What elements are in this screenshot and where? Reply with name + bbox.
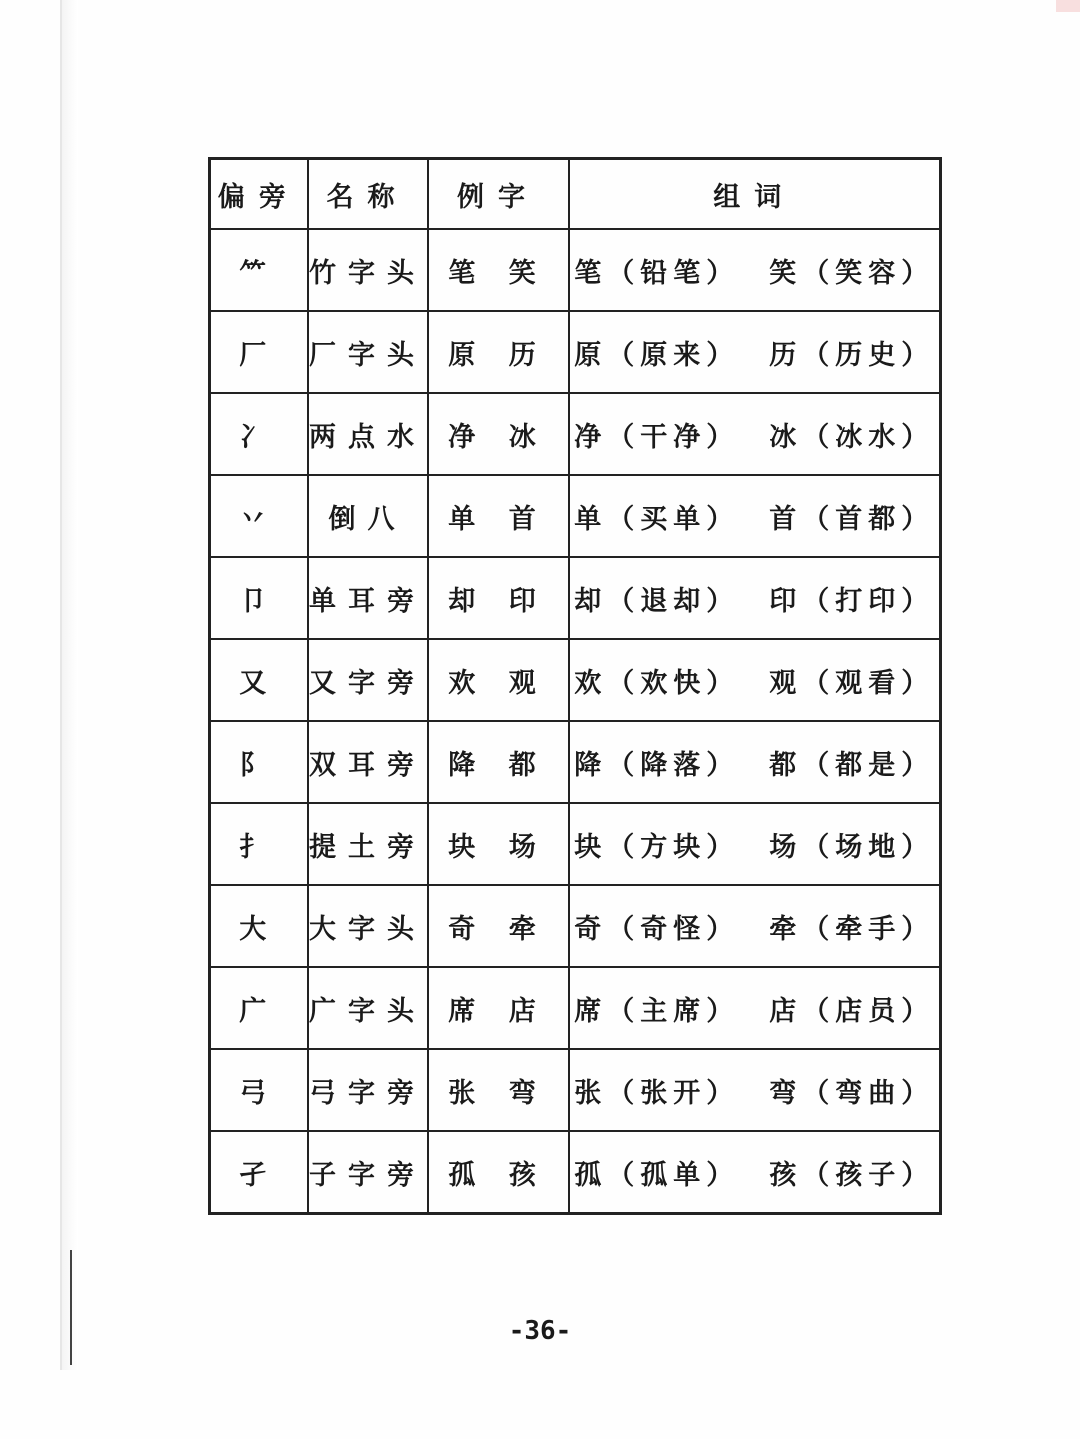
radicals-table <box>208 157 942 1215</box>
cell-name: 竹字头 <box>308 229 428 311</box>
word-example: 孩（孩子） <box>769 1159 935 1191</box>
cell-words <box>569 885 941 967</box>
header-words: 组词 <box>569 159 941 230</box>
word-example: 印（打印） <box>769 585 935 617</box>
word-example: 降（降落） <box>574 749 740 781</box>
cell-words <box>569 721 941 803</box>
word-example: 欢（欢快） <box>574 667 740 699</box>
word-example: 店（店员） <box>769 995 935 1027</box>
word-example: 张（张开） <box>574 1077 740 1109</box>
cell-example-chars: 却 印 <box>428 557 569 639</box>
cell-words <box>569 1131 941 1214</box>
cell-words <box>569 311 941 393</box>
word-example: 原（原来） <box>574 339 740 371</box>
cell-name: 两点水 <box>308 393 428 475</box>
word-example: 场（场地） <box>769 831 935 863</box>
cell-words <box>569 229 941 311</box>
cell-example-chars: 降 都 <box>428 721 569 803</box>
table-row <box>210 967 941 1049</box>
table-row <box>210 229 941 311</box>
cell-example-chars: 净 冰 <box>428 393 569 475</box>
page-number: -36- <box>508 1316 572 1346</box>
cell-radical: 大 <box>210 885 308 967</box>
cell-words <box>569 1049 941 1131</box>
cell-name: 又字旁 <box>308 639 428 721</box>
word-example: 历（历史） <box>769 339 935 371</box>
cell-name: 子字旁 <box>308 1131 428 1214</box>
table-row <box>210 475 941 557</box>
cell-words <box>569 475 941 557</box>
table-row <box>210 639 941 721</box>
cell-name: 大字头 <box>308 885 428 967</box>
page-edge-line <box>70 1250 72 1365</box>
cell-words <box>569 393 941 475</box>
table-row <box>210 721 941 803</box>
table-row <box>210 1131 941 1214</box>
cell-example-chars: 欢 观 <box>428 639 569 721</box>
cell-radical: ⺮ <box>210 229 308 311</box>
word-example: 首（首都） <box>769 503 935 535</box>
cell-example-chars: 张 弯 <box>428 1049 569 1131</box>
cell-example-chars: 孤 孩 <box>428 1131 569 1214</box>
word-example: 都（都是） <box>769 749 935 781</box>
table-row <box>210 311 941 393</box>
table-row <box>210 393 941 475</box>
cell-radical: 孑 <box>210 1131 308 1214</box>
cell-name: 厂字头 <box>308 311 428 393</box>
cell-radical: 丷 <box>210 475 308 557</box>
word-example: 席（主席） <box>574 995 740 1027</box>
cell-name: 单耳旁 <box>308 557 428 639</box>
cell-name: 提土旁 <box>308 803 428 885</box>
cell-example-chars: 单 首 <box>428 475 569 557</box>
table-row <box>210 803 941 885</box>
word-example: 却（退却） <box>574 585 740 617</box>
word-example: 单（买单） <box>574 503 740 535</box>
cell-words <box>569 967 941 1049</box>
cell-example-chars: 奇 牵 <box>428 885 569 967</box>
header-name: 名称 <box>308 159 428 230</box>
word-example: 冰（冰水） <box>769 421 935 453</box>
cell-radical: 弓 <box>210 1049 308 1131</box>
cell-words <box>569 803 941 885</box>
cell-radical: 扌 <box>210 803 308 885</box>
word-example: 块（方块） <box>574 831 740 863</box>
word-example: 孤（孤单） <box>574 1159 740 1191</box>
cell-name: 弓字旁 <box>308 1049 428 1131</box>
page-binding-edge <box>60 0 78 1370</box>
corner-mark <box>1056 0 1080 12</box>
cell-radical: 厂 <box>210 311 308 393</box>
cell-radical: 卩 <box>210 557 308 639</box>
table-row <box>210 1049 941 1131</box>
cell-words <box>569 639 941 721</box>
table-body <box>210 229 941 1214</box>
cell-radical: 阝 <box>210 721 308 803</box>
word-example: 牵（牵手） <box>769 913 935 945</box>
cell-name: 倒八 <box>308 475 428 557</box>
table-row <box>210 885 941 967</box>
word-example: 笔（铅笔） <box>574 257 740 289</box>
word-example: 观（观看） <box>769 667 935 699</box>
cell-example-chars: 席 店 <box>428 967 569 1049</box>
word-example: 净（干净） <box>574 421 740 453</box>
cell-radical: 广 <box>210 967 308 1049</box>
cell-example-chars: 原 历 <box>428 311 569 393</box>
header-radical: 偏旁 <box>210 159 308 230</box>
table-header-row <box>210 159 941 230</box>
word-example: 弯（弯曲） <box>769 1077 935 1109</box>
cell-name: 双耳旁 <box>308 721 428 803</box>
cell-radical: 又 <box>210 639 308 721</box>
cell-name: 广字头 <box>308 967 428 1049</box>
table-row <box>210 557 941 639</box>
word-example: 奇（奇怪） <box>574 913 740 945</box>
word-example: 笑（笑容） <box>769 257 935 289</box>
header-examples: 例字 <box>428 159 569 230</box>
cell-example-chars: 笔 笑 <box>428 229 569 311</box>
cell-example-chars: 块 场 <box>428 803 569 885</box>
cell-radical: 冫 <box>210 393 308 475</box>
cell-words <box>569 557 941 639</box>
